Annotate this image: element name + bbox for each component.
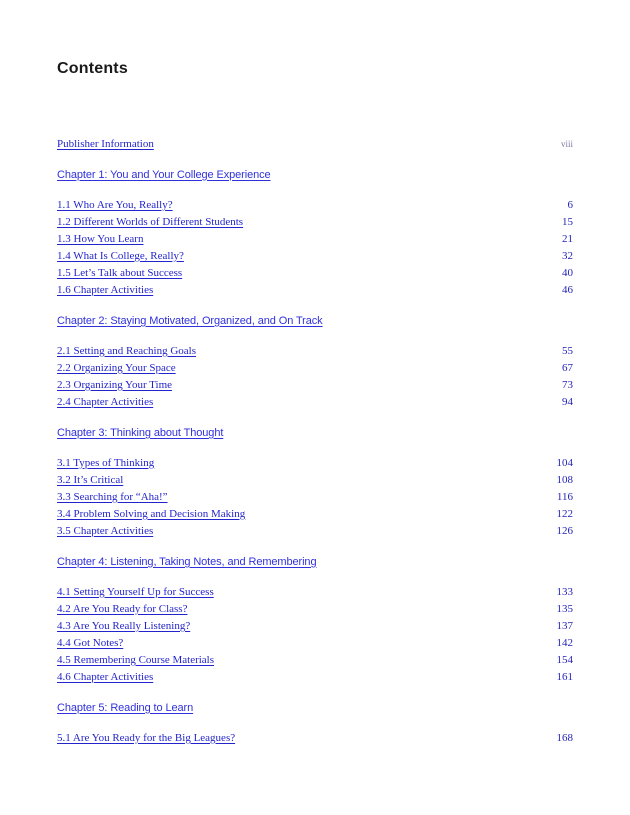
chapter-heading-row bbox=[57, 312, 573, 329]
section-link[interactable]: 5.1 Are You Ready for the Big Leagues? bbox=[57, 731, 236, 744]
section-row bbox=[57, 583, 573, 600]
section-page-number: 55 bbox=[562, 344, 573, 357]
section-row bbox=[57, 600, 573, 617]
section-row bbox=[57, 505, 573, 522]
section-row bbox=[57, 230, 573, 247]
section-row bbox=[57, 729, 573, 746]
section-page-number: 122 bbox=[556, 507, 573, 520]
section-page-number: 104 bbox=[556, 456, 573, 469]
section-page-number: 6 bbox=[567, 198, 573, 211]
section-row bbox=[57, 196, 573, 213]
section-page-number: 137 bbox=[556, 619, 573, 632]
section-link[interactable]: 2.1 Setting and Reaching Goals bbox=[57, 344, 197, 357]
section-row bbox=[57, 668, 573, 685]
section-link[interactable]: 3.5 Chapter Activities bbox=[57, 524, 154, 537]
section-row bbox=[57, 264, 573, 281]
section-row bbox=[57, 454, 573, 471]
chapter-link[interactable]: Chapter 4: Listening, Taking Notes, and Remembering bbox=[57, 555, 317, 568]
toc-list bbox=[57, 135, 573, 746]
section-link[interactable]: 1.2 Different Worlds of Different Students bbox=[57, 215, 244, 228]
section-page-number: 46 bbox=[562, 283, 573, 296]
chapter-heading-row bbox=[57, 424, 573, 441]
front-matter-link[interactable]: Publisher Information bbox=[57, 137, 154, 150]
section-row bbox=[57, 471, 573, 488]
section-page-number: 133 bbox=[556, 585, 573, 598]
section-page-number: 40 bbox=[562, 266, 573, 279]
chapter-link[interactable]: Chapter 5: Reading to Learn bbox=[57, 701, 194, 714]
section-link[interactable]: 1.4 What Is College, Really? bbox=[57, 249, 184, 262]
section-row bbox=[57, 634, 573, 651]
chapter-link[interactable]: Chapter 2: Staying Motivated, Organized, and On Track bbox=[57, 314, 323, 327]
section-link[interactable]: 4.2 Are You Ready for Class? bbox=[57, 602, 188, 615]
section-row bbox=[57, 376, 573, 393]
section-page-number: 15 bbox=[562, 215, 573, 228]
section-page-number: 135 bbox=[556, 602, 573, 615]
section-row bbox=[57, 342, 573, 359]
page-title: Contents bbox=[57, 60, 128, 77]
section-row bbox=[57, 393, 573, 410]
section-row bbox=[57, 522, 573, 539]
section-page-number: 73 bbox=[562, 378, 573, 391]
section-link[interactable]: 1.5 Let’s Talk about Success bbox=[57, 266, 183, 279]
section-link[interactable]: 3.4 Problem Solving and Decision Making bbox=[57, 507, 246, 520]
section-link[interactable]: 1.1 Who Are You, Really? bbox=[57, 198, 173, 211]
section-page-number: 126 bbox=[556, 524, 573, 537]
section-link[interactable]: 3.1 Types of Thinking bbox=[57, 456, 155, 469]
section-row bbox=[57, 488, 573, 505]
section-link[interactable]: 2.2 Organizing Your Space bbox=[57, 361, 176, 374]
front-matter-row bbox=[57, 135, 573, 152]
chapter-link[interactable]: Chapter 1: You and Your College Experience bbox=[57, 168, 271, 181]
section-page-number: 21 bbox=[562, 232, 573, 245]
chapter-heading-row bbox=[57, 699, 573, 716]
section-link[interactable]: 1.6 Chapter Activities bbox=[57, 283, 154, 296]
section-link[interactable]: 4.6 Chapter Activities bbox=[57, 670, 154, 683]
chapter-heading-row bbox=[57, 553, 573, 570]
section-row bbox=[57, 213, 573, 230]
section-link[interactable]: 4.4 Got Notes? bbox=[57, 636, 124, 649]
section-link[interactable]: 3.2 It’s Critical bbox=[57, 473, 124, 486]
section-page-number: 108 bbox=[556, 473, 573, 486]
section-page-number: 154 bbox=[556, 653, 573, 666]
section-row bbox=[57, 359, 573, 376]
section-link[interactable]: 4.3 Are You Really Listening? bbox=[57, 619, 191, 632]
section-page-number: 32 bbox=[562, 249, 573, 262]
section-link[interactable]: 2.3 Organizing Your Time bbox=[57, 378, 173, 391]
section-page-number: 168 bbox=[556, 731, 573, 744]
section-link[interactable]: 4.1 Setting Yourself Up for Success bbox=[57, 585, 214, 598]
section-link[interactable]: 3.3 Searching for “Aha!” bbox=[57, 490, 168, 503]
section-row bbox=[57, 281, 573, 298]
section-row bbox=[57, 617, 573, 634]
section-page-number: 142 bbox=[556, 636, 573, 649]
section-row bbox=[57, 247, 573, 264]
section-page-number: 94 bbox=[562, 395, 573, 408]
section-link[interactable]: 4.5 Remembering Course Materials bbox=[57, 653, 215, 666]
section-link[interactable]: 1.3 How You Learn bbox=[57, 232, 144, 245]
section-link[interactable]: 2.4 Chapter Activities bbox=[57, 395, 154, 408]
chapter-heading-row bbox=[57, 166, 573, 183]
chapter-link[interactable]: Chapter 3: Thinking about Thought bbox=[57, 426, 224, 439]
section-page-number: 67 bbox=[562, 361, 573, 374]
section-page-number: 161 bbox=[556, 670, 573, 683]
section-page-number: 116 bbox=[556, 490, 573, 503]
front-matter-page-number: viii bbox=[560, 138, 573, 149]
section-row bbox=[57, 651, 573, 668]
